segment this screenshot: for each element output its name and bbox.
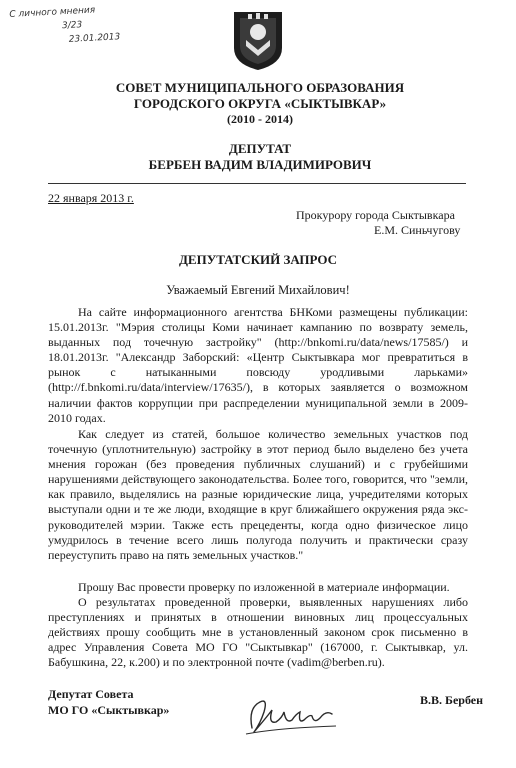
- deputy-title: ДЕПУТАТ: [228, 141, 292, 156]
- handwritten-note-line3: 23.01.2013: [68, 32, 121, 45]
- addressee-line2: Е.М. Синьчугову: [374, 223, 461, 237]
- paragraph-4: О результатах проведенной проверки, выявленных нарушениях либо преступлениях и принятых в отношении виновных лиц процессуальных действиях прошу сообщить мне в установленный законом срок письменно в адрес Управления Совета МО ГО "Сыктывкар" (167000, г. Сыктывкар, ул. Бабушкина, 22, к.200) и по электронной почте (vadim@berben.ru).: [48, 595, 468, 670]
- handwritten-note: [9, 0, 161, 50]
- signatory-name: В.В. Бербен: [420, 693, 484, 707]
- handwritten-note-line2: 3/23: [61, 20, 83, 32]
- coat-of-arms-icon: [232, 10, 284, 72]
- signatory-title: [48, 686, 169, 718]
- salutation: Уважаемый Евгений Михайлович!: [166, 283, 350, 297]
- header-divider: [48, 183, 466, 184]
- paragraph-2: Как следует из статей, большое количество земельных участков под точечную (уплотнительную) застройку в этот период было выделено без учета мнения горожан (без проведения публичных слушаний) и с грубейшими нарушениями действующего законодательства. Более того, говорится, что "земли, как правило, выделялись на разные юридические лица, учредителями которых выступали одни и те же люди, входящие в круг ближайшего окружения ряда экс-руководителей мэрии. Также есть прецеденты, когда одно физическое лицо умудрилось в течение всего лишь полугода получить и практически сразу переуступить право на пять земельных участков.": [48, 427, 468, 562]
- org-name-line2: ГОРОДСКОГО ОКРУГА «СЫКТЫВКАР»: [133, 96, 387, 111]
- paragraph-3: Прошу Вас провести проверку по изложенной в материале информации.: [78, 580, 450, 594]
- org-term: (2010 - 2014): [227, 112, 293, 126]
- handwritten-signature: [238, 688, 348, 748]
- paragraph-1: На сайте информационного агентства БНКоми размещены публикации: 15.01.2013г. "Мэрия столицы Коми начинает кампанию по возврату земель, выданных под точечную застройку" (http://bnkomi.ru/data/news/17585/) и 18.01.2013г. "Александр Заборский: «Центр Сыктывкара мог превратиться в рынок с натыканными повсюду уродливыми ларьками» (http://f.bnkomi.ru/data/interview/17635/), в которых заявляется о возможном наличии фактов коррупции при распределении муниципальной земли в 2009-2010 годах.: [48, 305, 468, 425]
- addressee-line1: Прокурору города Сыктывкара: [296, 208, 455, 222]
- signatory-title-line2: МО ГО «Сыктывкар»: [48, 703, 170, 717]
- org-name-line1: СОВЕТ МУНИЦИПАЛЬНОГО ОБРАЗОВАНИЯ: [115, 80, 405, 95]
- signatory-title-line1: Депутат Совета: [48, 687, 134, 701]
- deputy-name: БЕРБЕН ВАДИМ ВЛАДИМИРОВИЧ: [148, 157, 372, 172]
- handwritten-note-line1: С личного мнения: [9, 5, 96, 20]
- document-date: 22 января 2013 г.: [48, 191, 134, 205]
- request-title: ДЕПУТАТСКИЙ ЗАПРОС: [178, 252, 338, 267]
